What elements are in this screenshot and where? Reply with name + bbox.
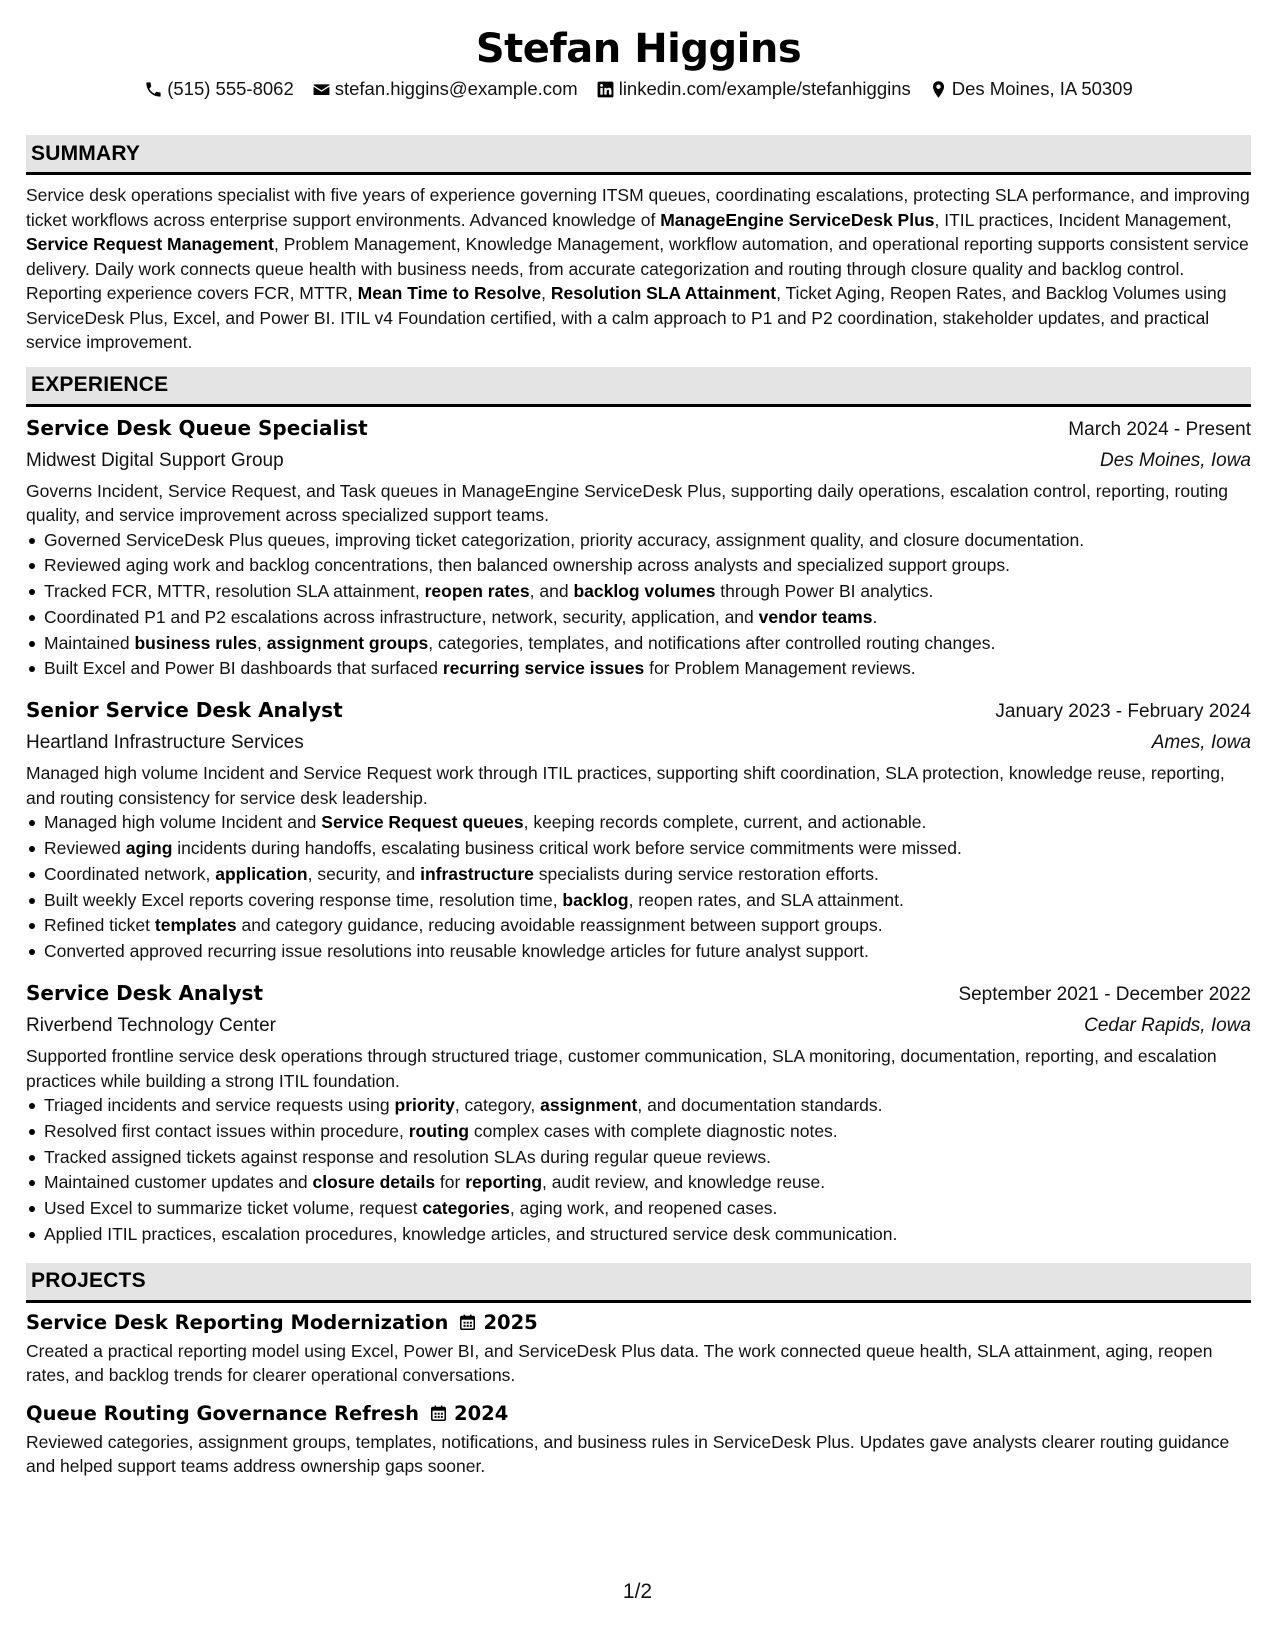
bullet-item: Reviewed aging work and backlog concentrations, then balanced ownership across analysts and specialized support groups. [26, 553, 1251, 579]
job-location: Ames, Iowa [1151, 732, 1251, 754]
job-title: Senior Service Desk Analyst [26, 698, 343, 723]
project-entry [26, 1398, 1251, 1479]
contact-linkedin[interactable] [596, 76, 911, 102]
job-bullets [26, 528, 1251, 683]
project-description: Created a practical reporting model using Excel, Power BI, and ServiceDesk Plus data. The work connected queue health, SLA attainment, aging, reopen rates, and backlog trends for clearer operational conversations. [26, 1340, 1213, 1386]
bullet-item: Triaged incidents and service requests using priority, category, assignment, and documentation standards. [26, 1093, 1251, 1119]
contact-location [929, 76, 1133, 102]
job-description: Managed high volume Incident and Service Request work through ITIL practices, supporting shift coordination, SLA protection, knowledge reuse, reporting, and routing consistency for service desk leadership. [26, 763, 1225, 808]
project-title: Service Desk Reporting Modernization [26, 1310, 449, 1334]
location-text: Des Moines, IA 50309 [951, 78, 1133, 99]
bullet-item: Built Excel and Power BI dashboards that surfaced recurring service issues for Problem Management reviews. [26, 656, 1251, 682]
contact-bar [26, 76, 1251, 102]
job-bullets [26, 810, 1251, 965]
contact-phone [144, 76, 294, 102]
bullet-item: Resolved first contact issues within procedure, routing complex cases with complete diagnostic notes. [26, 1119, 1251, 1145]
project-title: Queue Routing Governance Refresh [26, 1401, 420, 1425]
calendar-icon [458, 1313, 477, 1332]
candidate-name: Stefan Higgins [475, 26, 802, 72]
job-dates: March 2024 - Present [1068, 418, 1251, 440]
bullet-item: Tracked assigned tickets against response and resolution SLAs during regular queue reviews. [26, 1145, 1251, 1171]
job-entry [26, 695, 1251, 965]
resume-page [26, 0, 1251, 1479]
envelope-icon [312, 80, 331, 99]
bullet-item: Applied ITIL practices, escalation procedures, knowledge articles, and structured service desk communication. [26, 1222, 1251, 1248]
project-year: 2025 [483, 1310, 538, 1334]
bullet-item: Coordinated P1 and P2 escalations across infrastructure, network, security, application, and vendor teams. [26, 605, 1251, 631]
bullet-item: Built weekly Excel reports covering response time, resolution time, backlog, reopen rates, and SLA attainment. [26, 888, 1251, 914]
bullet-item: Governed ServiceDesk Plus queues, improving ticket categorization, priority accuracy, assignment quality, and closure documentation. [26, 528, 1251, 554]
job-dates: September 2021 - December 2022 [958, 984, 1251, 1006]
job-description: Governs Incident, Service Request, and Task queues in ManageEngine ServiceDesk Plus, supporting daily operations, escalation control, reporting, routing quality, and service improvement across specialized support teams. [26, 480, 1229, 525]
phone-icon [144, 80, 163, 99]
page-number: 1/2 [622, 1580, 653, 1603]
map-pin-icon [929, 80, 948, 99]
bullet-item: Converted approved recurring issue resolutions into reusable knowledge articles for future analyst support. [26, 939, 1251, 965]
project-year: 2024 [454, 1401, 509, 1425]
projects-section-header: PROJECTS [26, 1263, 1251, 1303]
bullet-item: Coordinated network, application, security, and infrastructure specialists during service restoration efforts. [26, 862, 1251, 888]
experience-section-header: EXPERIENCE [26, 367, 1251, 407]
job-description: Supported frontline service desk operations through structured triage, customer communication, SLA monitoring, documentation, reporting, and escalation practices while building a strong ITIL foundation. [26, 1046, 1217, 1091]
job-company: Midwest Digital Support Group [26, 449, 284, 471]
bullet-item: Reviewed aging incidents during handoffs, escalating business critical work before service commitments were missed. [26, 836, 1251, 862]
bullet-item: Used Excel to summarize ticket volume, request categories, aging work, and reopened cases. [26, 1196, 1251, 1222]
bullet-item: Maintained customer updates and closure details for reporting, audit review, and knowledge reuse. [26, 1170, 1251, 1196]
job-company: Heartland Infrastructure Services [26, 732, 304, 754]
project-entry [26, 1307, 1251, 1388]
job-company: Riverbend Technology Center [26, 1015, 276, 1037]
job-entry [26, 978, 1251, 1248]
summary-paragraph: Service desk operations specialist with five years of experience governing ITSM queues, coordinating escalations, protecting SLA performance, and improving ticket workflows across enterprise support environments. Advanced knowledge of ManageEngine ServiceDesk Plus, ITIL practices, Incident Management, Service Request Management, Problem Management, Knowledge Management, workflow automation, and operational reporting supports consistent service delivery. Daily work connects queue health with business needs, from accurate categorization and routing through closure quality and backlog control. Reporting experience covers FCR, MTTR, Mean Time to Resolve, Resolution SLA Attainment, Ticket Aging, Reopen Rates, and Backlog Volumes using ServiceDesk Plus, Excel, and Power BI. ITIL v4 Foundation certified, with a calm approach to P1 and P2 coordination, stakeholder updates, and practical service improvement. [26, 185, 1250, 352]
linkedin-text: linkedin.com/example/stefanhiggins [618, 78, 911, 99]
summary-section-header: SUMMARY [26, 135, 1251, 175]
bullet-item: Refined ticket templates and category guidance, reducing avoidable reassignment between support groups. [26, 913, 1251, 939]
bullet-item: Tracked FCR, MTTR, resolution SLA attainment, reopen rates, and backlog volumes through Power BI analytics. [26, 579, 1251, 605]
job-entry [26, 413, 1251, 683]
bullet-item: Maintained business rules, assignment groups, categories, templates, and notifications after controlled routing changes. [26, 631, 1251, 657]
job-dates: January 2023 - February 2024 [995, 701, 1251, 723]
job-bullets [26, 1093, 1251, 1248]
linkedin-icon [596, 80, 615, 99]
bullet-item: Managed high volume Incident and Service Request queues, keeping records complete, current, and actionable. [26, 810, 1251, 836]
job-title: Service Desk Queue Specialist [26, 415, 368, 440]
phone-text: (515) 555-8062 [167, 78, 294, 99]
project-description: Reviewed categories, assignment groups, templates, notifications, and business rules in ServiceDesk Plus. Updates gave analysts clearer routing guidance and helped support teams address ownership gaps sooner. [26, 1431, 1230, 1477]
contact-email[interactable] [312, 76, 578, 102]
email-text: stefan.higgins@example.com [334, 78, 578, 99]
job-title: Service Desk Analyst [26, 981, 264, 1006]
calendar-icon [429, 1404, 448, 1423]
job-location: Des Moines, Iowa [1099, 449, 1251, 471]
job-location: Cedar Rapids, Iowa [1084, 1015, 1251, 1037]
